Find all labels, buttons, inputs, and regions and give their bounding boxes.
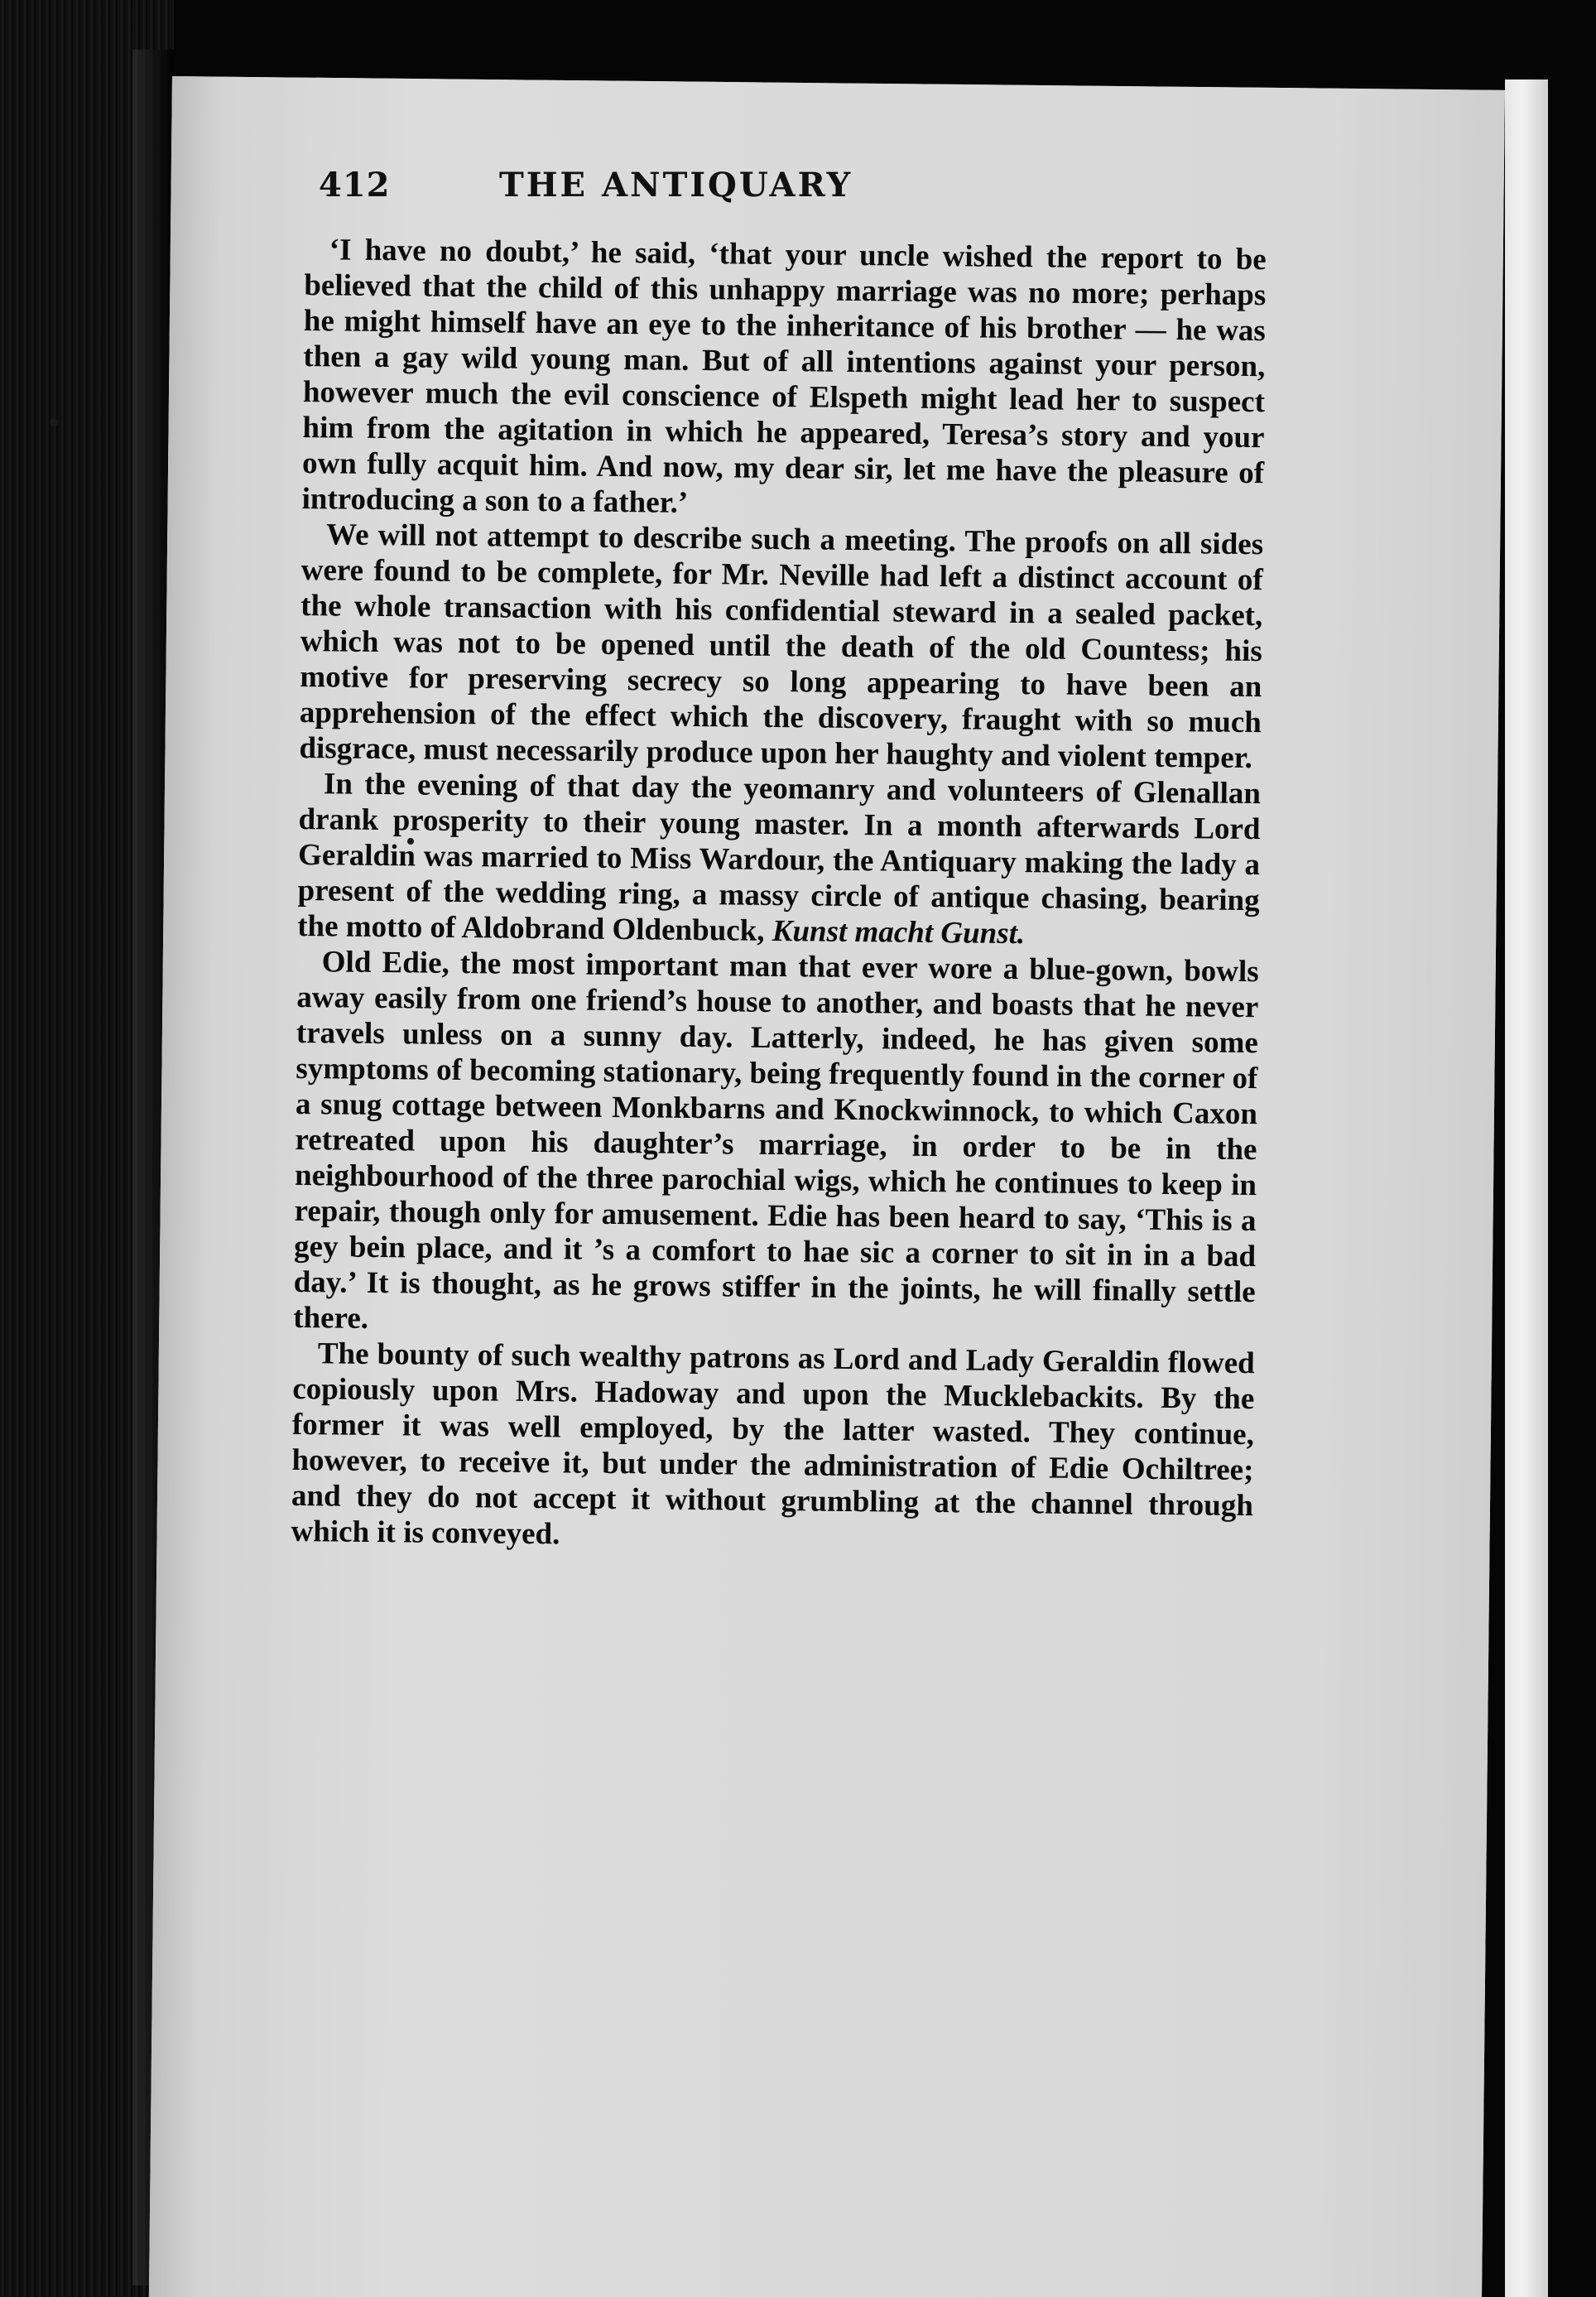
- page-number: 412: [319, 166, 391, 205]
- paragraph: Old Edie, the most important man that ever wore a blue-gown, bowls away easily from one friend’s house to another, and boasts that he never travels unless on a sunny day. Latterly, indeed, he has given some symptoms of becoming stationary, being frequently found in the corner of a snug cottage between Monkbarns and Knockwinnock, to which Caxon retreated upon his daughter’s marriage, in order to be in the neighbourhood of the three parochial wigs, which he continues to keep in repair, though only for amusement. Edie has been heard to say, ‘This is a gey bein place, and it ’s a comfort to hae sic a corner to sit in in a bad day.’ It is thought, as he grows stiffer in the joints, he will finally settle there.: [293, 945, 1259, 1336]
- paragraph-text: In the evening of that day the yeomanry and volunteers of Glenallan drank prosperity to their young master. In a month afterwards Lord Geraldin was married to Miss Wardour, the Antiquary making the lady a present of the wedding ring, a massy circle of antique chasing, bearing the motto of Aldobrand Oldenbuck,: [297, 767, 1262, 948]
- book-title: THE ANTIQUARY: [499, 166, 853, 205]
- motto: Kunst macht Gunst.: [772, 913, 1026, 951]
- paragraph: [297, 766, 1261, 954]
- paragraph: We will not attempt to describe such a meeting. The proofs on all sides were found to be complete, for Mr. Neville had left a distinct account of the whole transaction with his confidential steward in a sealed packet, which was not to be opened until the death of the old Countess; his motive for preserving secrecy so long appearing to have been an apprehension of the effect which the discovery, fraught with so much disgrace, must necessarily produce upon her haughty and violent temper.: [299, 518, 1264, 776]
- paragraph: The bounty of such wealthy patrons as Lord and Lady Geraldin flowed copiously upon Mrs. Hadoway and upon the Mucklebackits. By the former it was well employed, by the latter wasted. They continue, however, to receive it, but under the administration of Edie Ochiltree; and they do not accept it without grumbling at the channel through which it is conveyed.: [291, 1336, 1255, 1552]
- body-text: [291, 232, 1267, 1559]
- dust-mark: [50, 418, 58, 426]
- page-edge: [1505, 79, 1548, 2297]
- running-head: [319, 166, 1147, 224]
- paragraph: ‘I have no doubt,’ he said, ‘that your uncle wished the report to be believed that the child of this unhappy marriage was no more; perhaps he might himself have an eye to the inheritance of his brother — he was then a gay wild young man. But of all intentions against your person, however much the evil conscience of Elspeth might lead her to suspect him from the agitation in which he appeared, Teresa’s story and your own fully acquit him. And now, my dear sir, let me have the pleasure of introducing a son to a father.’: [301, 233, 1267, 520]
- scan-border: [1548, 0, 1596, 2297]
